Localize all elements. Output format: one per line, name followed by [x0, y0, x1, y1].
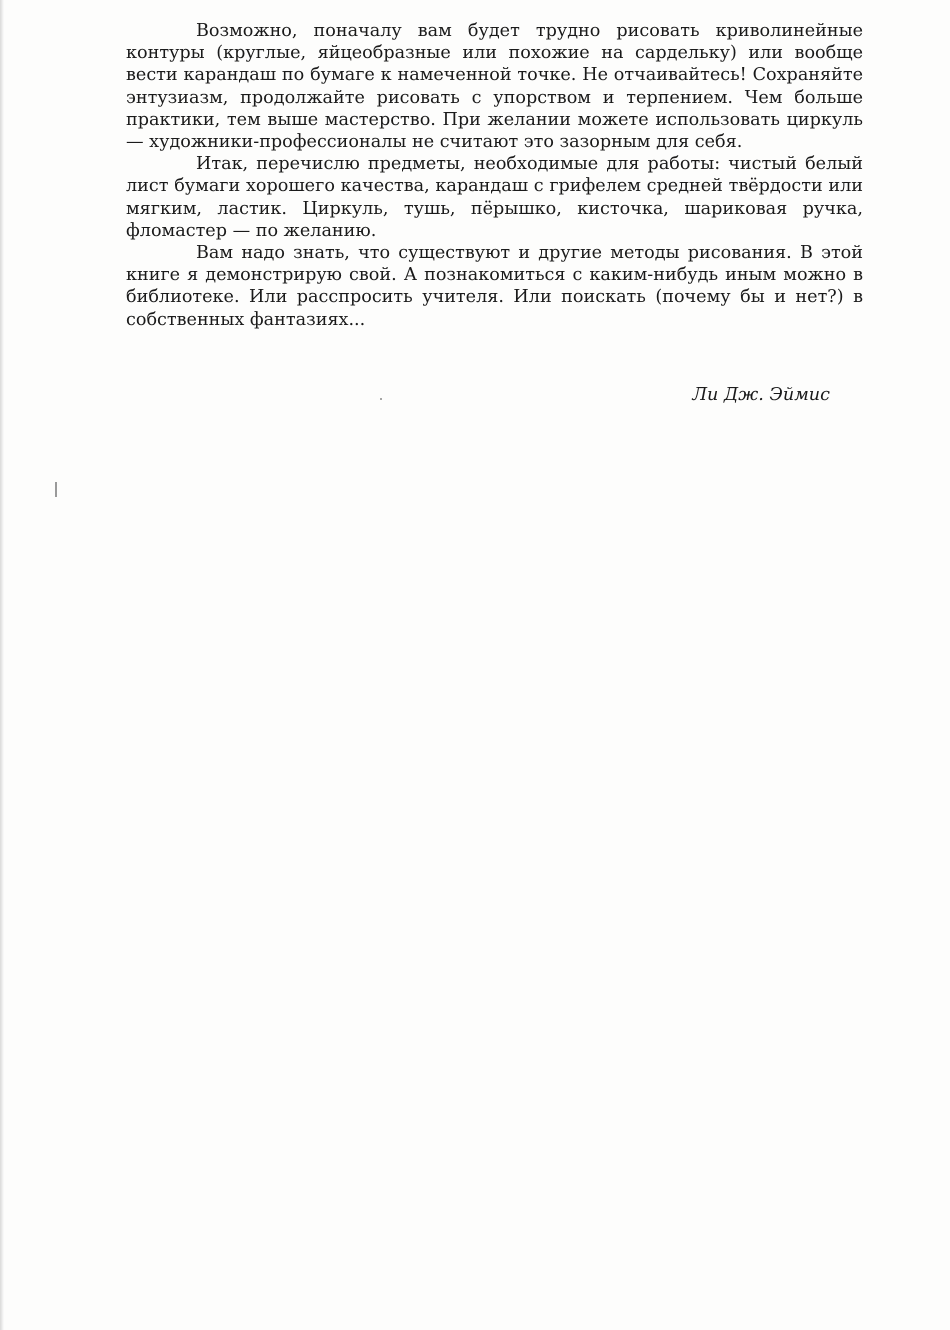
author-signature: Ли Дж. Эймис	[692, 385, 830, 405]
paragraph-3: Вам надо знать, что существуют и другие методы рисования. В этой книге я демонстрирую свой. А познакомиться с каким-нибудь иным можно в библиотеке. Или расспросить учителя. Или поискать (почему бы и нет?) в собственных фантазиях...	[126, 243, 863, 330]
paragraph-1: Возможно, поначалу вам будет трудно рисовать криволинейные контуры (круглые, яйцеобразные или похожие на сардельку) или вообще вести карандаш по бумаге к намеченной точке. Не отчаивайтесь! Сохраняйте энтузиазм, продолжайте рисовать с упорством и терпением. Чем больше практики, тем выше мастерство. При желании можете использовать циркуль — художники-профессионалы не считают это зазорным для себя.	[126, 21, 863, 153]
page-edge-shadow	[0, 0, 4, 1330]
paragraph-2: Итак, перечислю предметы, необходимые для работы: чистый белый лист бумаги хорошего качества, карандаш с грифелем средней твёрдости или мягким, ластик. Циркуль, тушь, пёрышко, кисточка, шариковая ручка, фломастер — по желанию.	[126, 154, 863, 241]
body-text	[126, 20, 863, 331]
scan-mark	[55, 482, 57, 497]
scan-speck	[380, 398, 382, 400]
